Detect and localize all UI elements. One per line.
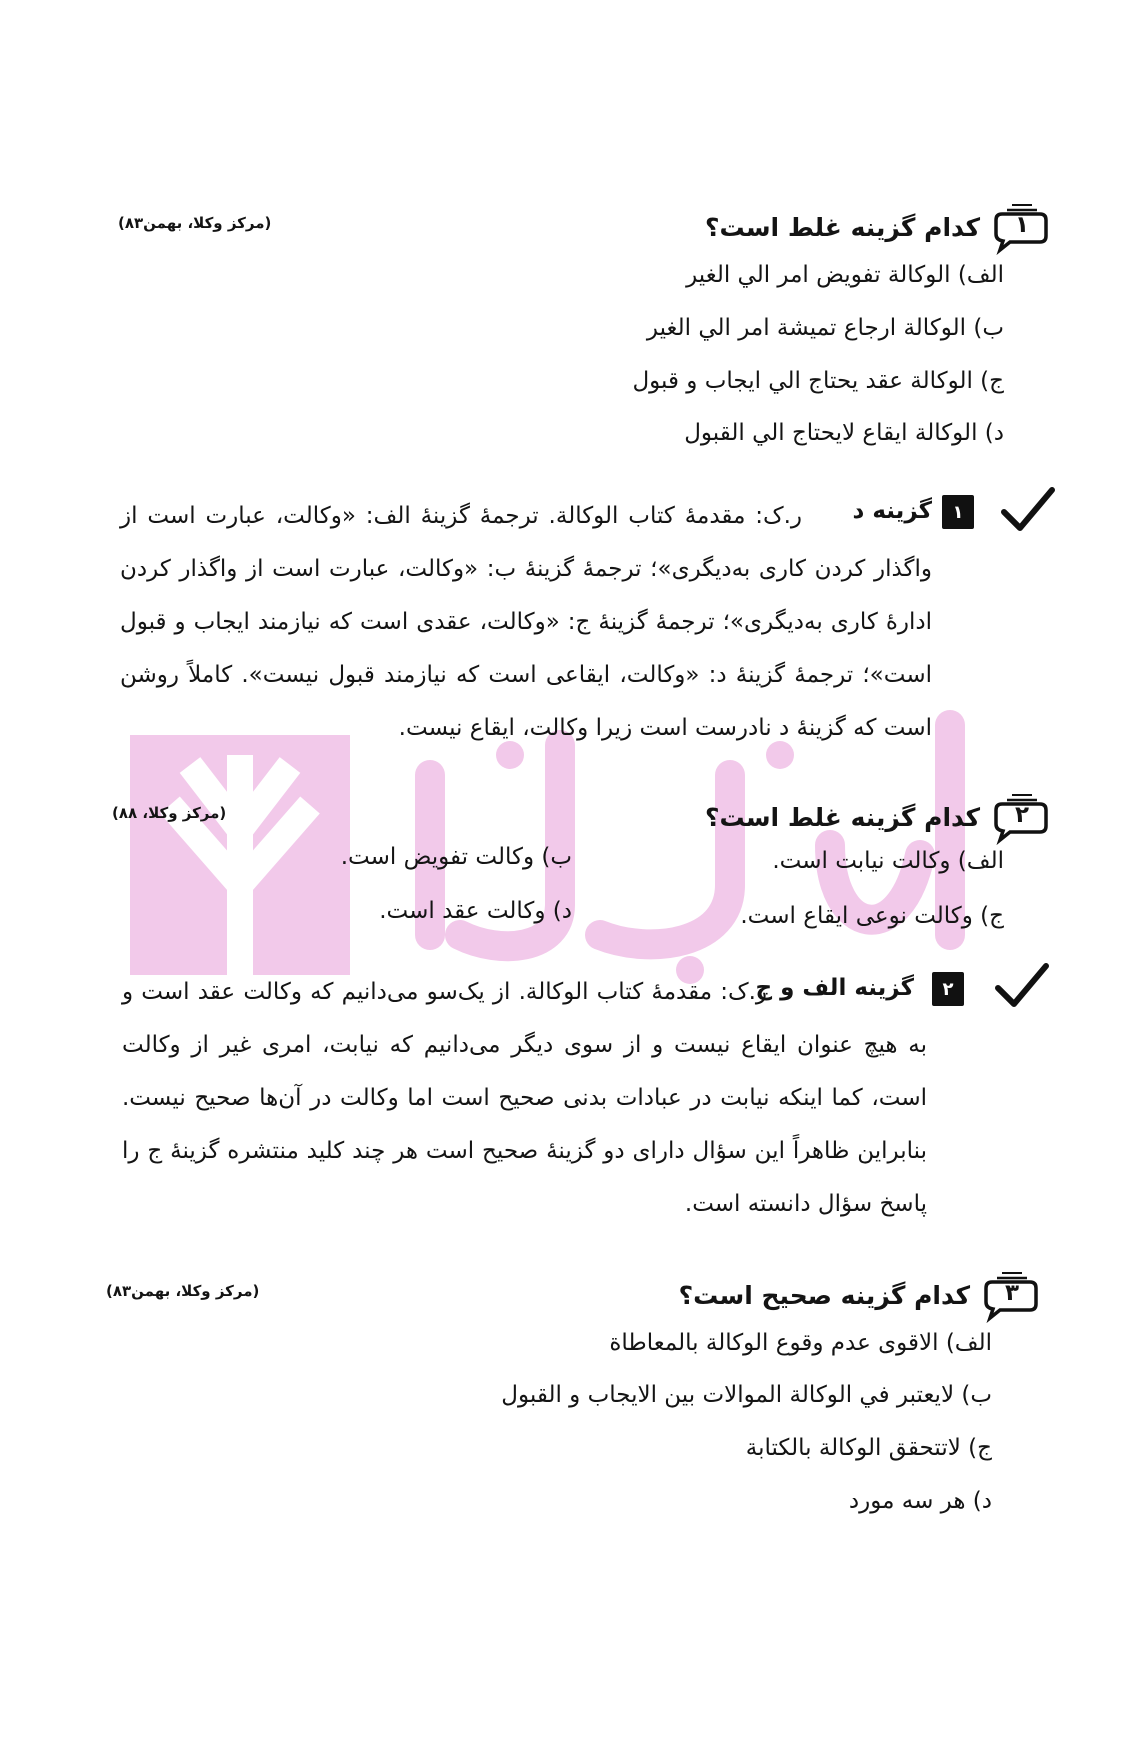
question-1-badge [992,202,1050,252]
question-3-badge [982,1270,1040,1320]
question-3-source: (مرکز وکلا، بهمن۸۳) [106,1282,260,1300]
question-1-source: (مرکز وکلا، بهمن۸۳) [118,214,272,232]
question-1-header [705,202,1050,252]
question-3-option-d: د) هر سه مورد [848,1488,992,1514]
question-2-option-c: ج) وکالت نوعی ایقاع است. [740,903,1004,929]
question-3-title: کدام گزینه صحیح است؟ [678,1280,970,1310]
answer-1-number-box: ۱ [942,495,974,529]
question-2-option-b: ب) وکالت تفویض است. [340,844,572,870]
answer-2-explanation [122,966,927,1231]
checkmark-icon [1000,486,1056,532]
watermark-label: ادبازار [127,735,130,736]
answer-1-label: گزینه د [852,498,932,524]
question-1-title: کدام گزینه غلط است؟ [705,212,980,242]
question-2-number: ۲ [1014,801,1030,828]
checkmark-icon [994,962,1050,1008]
question-1-option-b: ب) الوكالة ارجاع تميشة امر الي الغير [646,315,1004,341]
answer-1-explanation [120,490,932,755]
answer-2-label: گزینه الف و ج [755,975,914,1001]
question-2-option-a: الف) وکالت نیابت است. [772,848,1004,874]
question-2-badge [992,792,1050,842]
question-2-option-d: د) وکالت عقد است. [379,898,572,924]
question-2-source: (مرکز وکلا، ۸۸) [112,804,227,822]
question-3-option-b: ب) لايعتبر في الوكالة الموالات بين الايجاب و القبول [501,1382,992,1408]
question-3-option-a: الف) الاقوى عدم وقوع الوكالة بالمعاطاة [609,1330,992,1356]
answer-1-text: ر.ک: مقدمهٔ کتاب الوکالة. ترجمهٔ گزینهٔ الف: «وکالت، عبارت است از واگذار کردن کاری به‌دیگری»؛ ترجمهٔ گزینهٔ ب: «وکالت، عبارت است از واگذار کردن ادارهٔ کاری به‌دیگری»؛ ترجمهٔ گزینهٔ ج: «وکالت، عقدی است که نیازمند ایجاب و قبول است»؛ ترجمهٔ گزینهٔ د: «وکالت، ایقاعی است که نیازمند قبول نیست». کاملاً روشن است که گزینهٔ د نادرست است زیرا وکالت، ایقاع نیست. [120,503,932,741]
question-2-title: کدام گزینه غلط است؟ [705,802,980,832]
question-2-header [705,792,1050,842]
answer-2-number-box: ۲ [932,972,964,1006]
question-1-number: ۱ [1014,211,1030,238]
question-3-number: ۳ [1004,1279,1020,1306]
question-3-header [679,1270,1040,1320]
question-1-option-c: ج) الوكالة عقد يحتاج الي ايجاب و قبول [632,368,1004,394]
answer-2-text: ر.ک: مقدمهٔ کتاب الوکالة. از یک‌سو می‌دانیم که وکالت عقد است و به هیچ عنوان ایقاع نیست و از سوی دیگر می‌دانیم که نیابت، امری غیر از وکالت است، کما اینکه نیابت در عبادات بدنی صحیح است اما وکالت در آن‌ها صحیح نیست. بنابراین ظاهراً این سؤال دارای دو گزینهٔ صحیح است هر چند کلید منتشره گزینهٔ ج را پاسخ سؤال دانسته است. [122,979,927,1217]
question-3-option-c: ج) لاتتحقق الوكالة بالكتابة [745,1435,992,1461]
question-1-option-a: الف) الوكالة تفويض امر الي الغير [686,262,1004,288]
question-1-option-d: د) الوكالة ايقاع لايحتاج الي القبول [684,420,1004,446]
